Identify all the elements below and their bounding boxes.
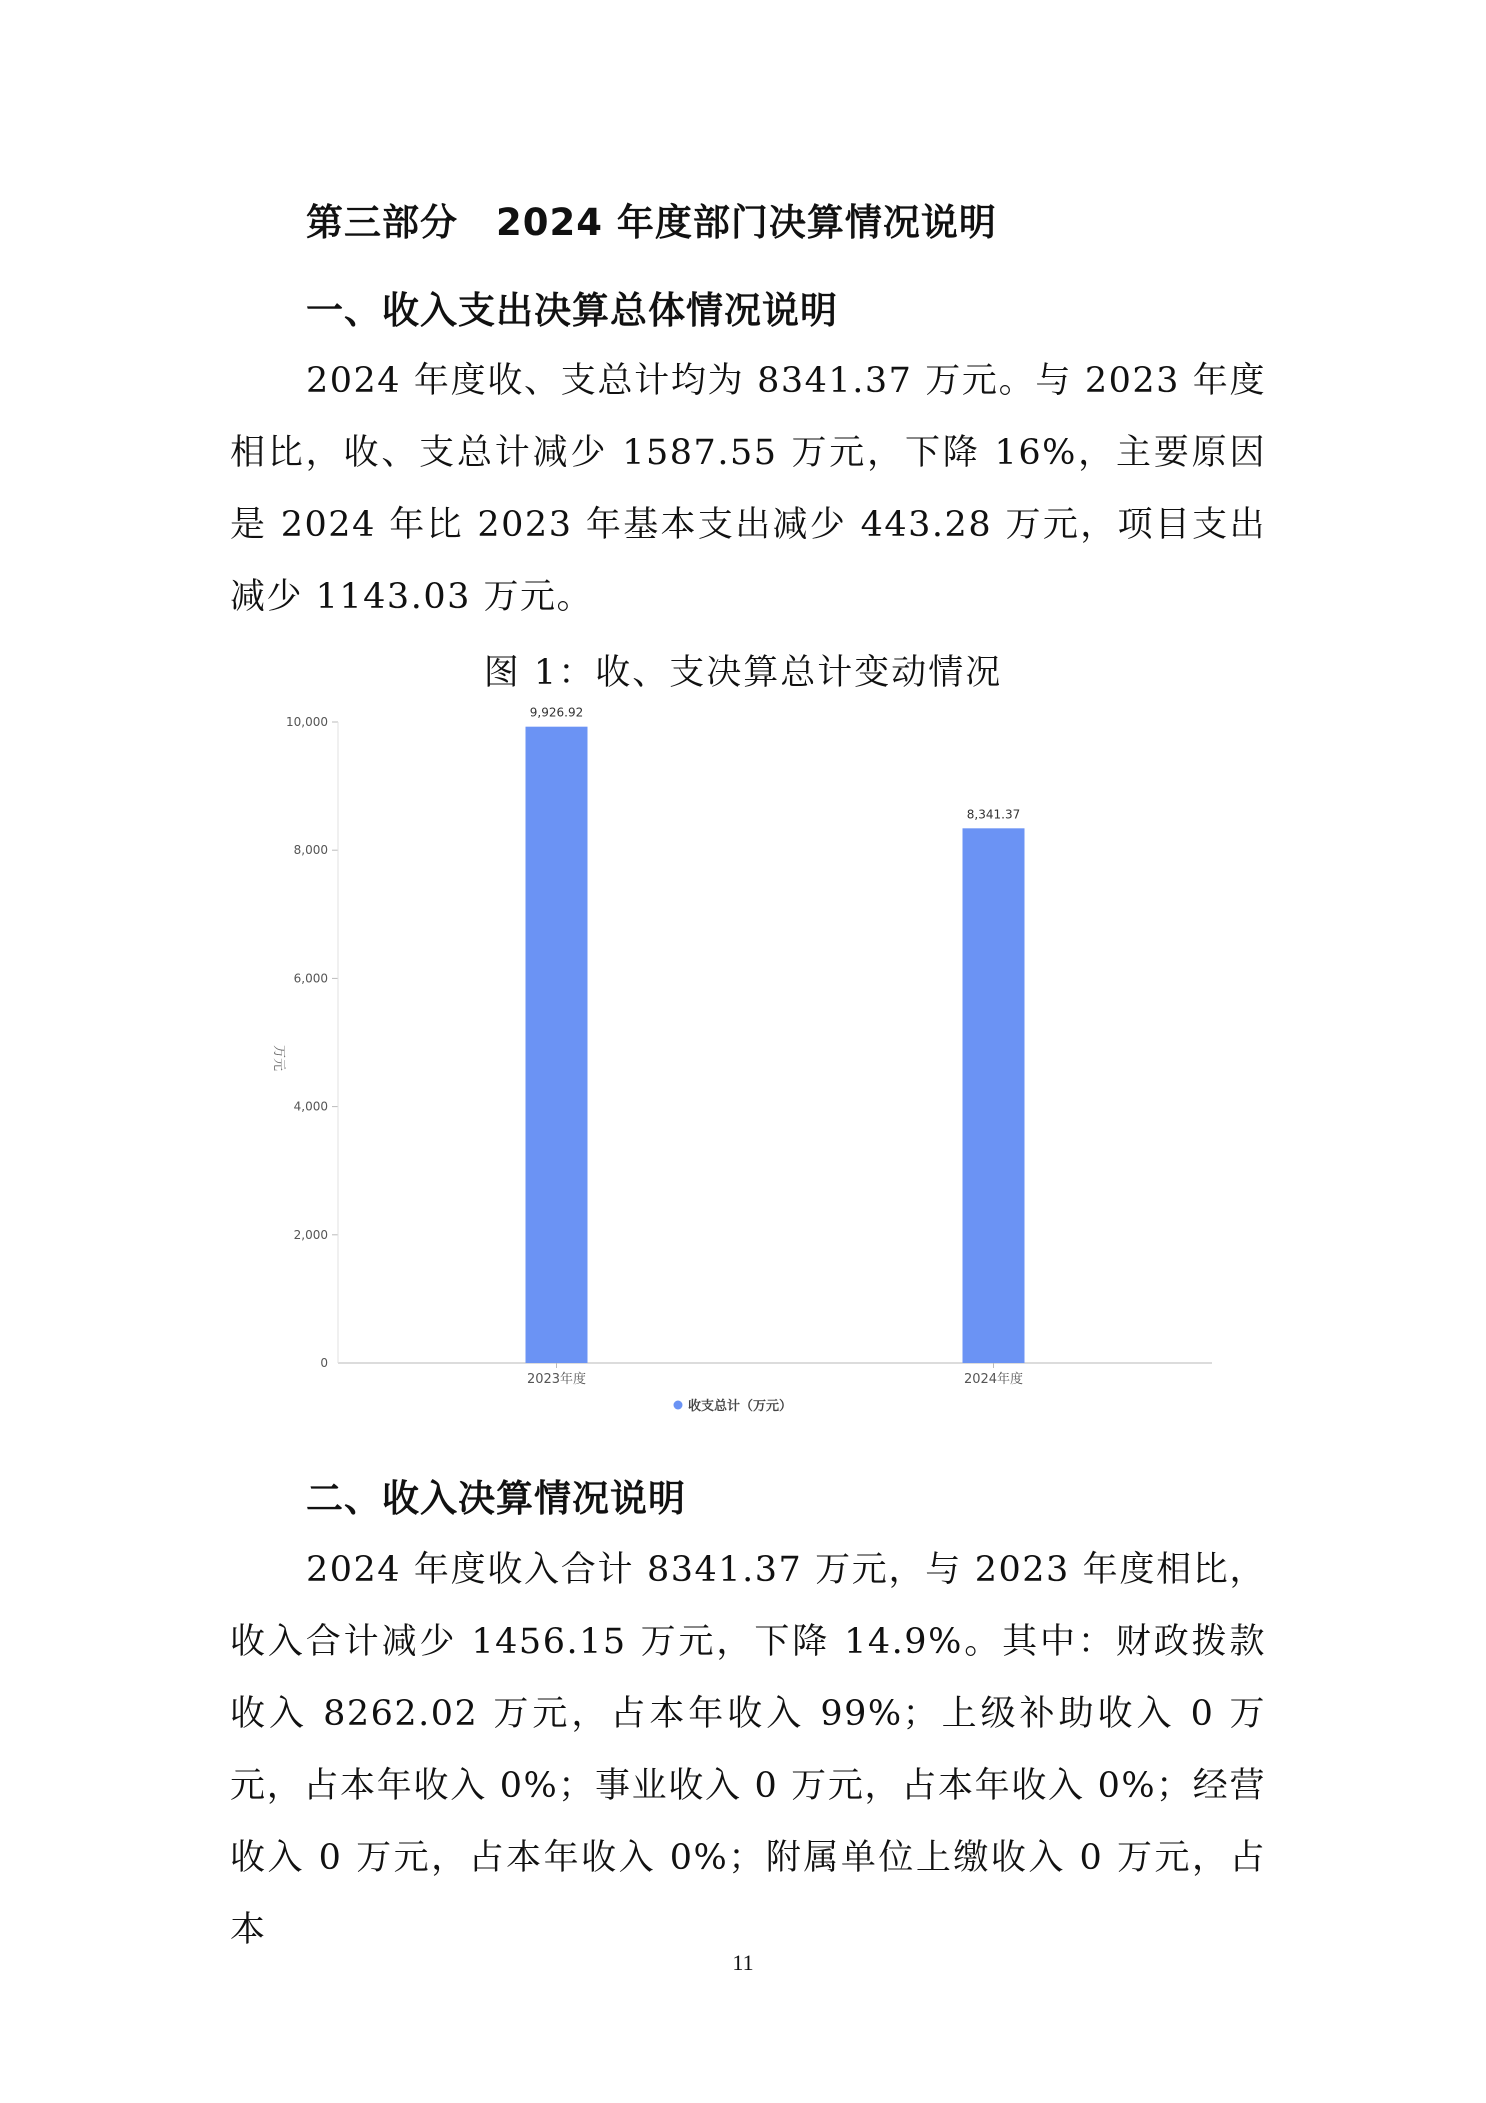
figure-caption: 图 1：收、支决算总计变动情况	[483, 653, 1003, 693]
legend-label: 收支总计（万元）	[688, 1399, 793, 1414]
bar-chart	[250, 700, 1250, 1440]
y-tick-label: 4,000	[293, 1099, 328, 1114]
bar-data-label: 8,341.37	[966, 807, 1021, 822]
chart-svg	[250, 700, 1250, 1440]
chart-legend	[674, 1398, 793, 1414]
page-number: 11	[732, 1950, 754, 1975]
bar	[526, 727, 588, 1363]
y-axis-ticks	[286, 715, 328, 1370]
x-axis-ticks	[527, 1363, 1023, 1387]
bar	[963, 828, 1025, 1363]
chart-gridlines	[332, 722, 338, 1235]
y-tick-label: 6,000	[293, 971, 328, 986]
part-title: 第三部分 2024 年度部门决算情况说明	[306, 201, 997, 244]
chart-data-labels	[530, 706, 1020, 822]
section-1-paragraph: 2024 年度收、支总计均为 8341.37 万元。与 2023 年度相比，收、支总计减少 1587.55 万元，下降 16%，主要原因是 2024 年比 2023 年基本支出减少 443.28 万元，项目支出减少 1143.03 万元。	[230, 361, 1266, 617]
legend-swatch	[674, 1401, 683, 1410]
section-2-title: 二、收入决算情况说明	[306, 1477, 686, 1520]
section-1-title: 一、收入支出决算总体情况说明	[306, 289, 838, 332]
chart-bars	[526, 727, 1025, 1363]
y-tick-label: 8,000	[293, 843, 328, 858]
y-tick-label: 0	[320, 1356, 328, 1370]
x-tick-label: 2023年度	[526, 1372, 587, 1387]
y-tick-label: 10,000	[286, 715, 328, 729]
section-2-paragraph: 2024 年度收入合计 8341.37 万元，与 2023 年度相比，收入合计减少 1456.15 万元，下降 14.9%。其中：财政拨款收入 8262.02 万元，占本年收入 99%；上级补助收入 0 万元，占本年收入 0%；事业收入 0 万元，占本年收入 0%；经营收入 0 万元，占本年收入 0%；附属单位上缴收入 0 万元，占本	[230, 1550, 1266, 1950]
x-tick-label: 2024年度	[963, 1372, 1024, 1387]
bar-data-label: 9,926.92	[529, 705, 584, 720]
y-axis-label: 万元	[271, 1045, 286, 1072]
y-tick-label: 2,000	[293, 1227, 328, 1242]
